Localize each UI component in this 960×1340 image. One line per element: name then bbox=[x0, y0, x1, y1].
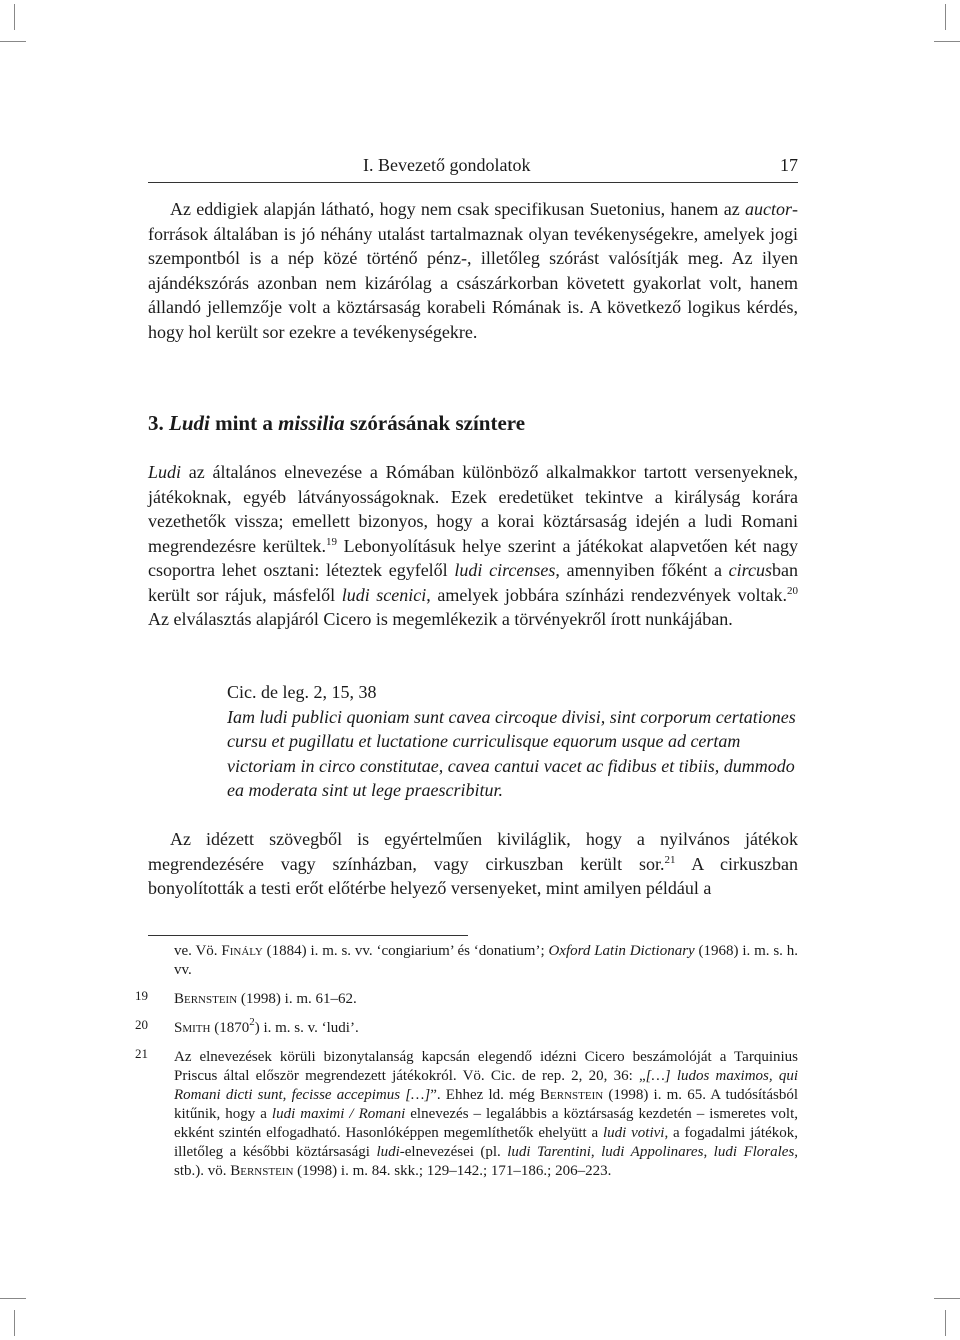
crop-mark-bottom-left-v bbox=[14, 1310, 15, 1336]
italic-term: ludi circenses bbox=[454, 560, 556, 580]
paragraph-2 bbox=[148, 460, 798, 632]
text-run: elnevezés – legalábbis a köztársaság kezdetén – ismeretes volt, ekként szintén elfogadható. Hasonlóképpen megemlíthetők ehelyütt a bbox=[174, 1106, 799, 1141]
text-run: ) i. m. s. v. ‘ludi’. bbox=[254, 1020, 359, 1036]
italic-term: ludi scenici bbox=[341, 584, 427, 605]
text-run: az általános elnevezése a Rómában különböző alkalmakkor tartott versenyeknek, játékoknak, egyéb látványosságoknak. Ezek eredetüket tekintve a királyság korára vezethetők vissza; emellett bizonyos, hogy a korai köztársaság idején a ludi Romani megrendezésre kerültek. bbox=[148, 462, 798, 556]
text-run: (1884) i. m. s. vv. ‘congiarium’ és ‘donatium’; bbox=[262, 943, 549, 959]
author-name: Bernstein bbox=[540, 1087, 604, 1103]
text-run: , bbox=[703, 1144, 714, 1160]
text-run: A cirkuszban bonyolították a testi erőt előtérbe helyező versenyeket, mint amilyen például a bbox=[148, 853, 798, 898]
text-run: , stb.). vö. bbox=[174, 1144, 799, 1179]
paragraph-3 bbox=[148, 827, 798, 901]
footnote-21 bbox=[135, 1046, 799, 1181]
quote-text: Iam ludi publici quoniam sunt cavea circoque divisi, sint corporum certationes cursu et pugillatu et luctatione curriculisque equorum usque ad certam victoriam in circo constitutae, cavea cantui vacet ac fidibus et tibiis, dummodo ea moderata sint ut lege praescribitur. bbox=[227, 706, 796, 800]
paragraph-1 bbox=[148, 197, 798, 344]
block-quote bbox=[227, 680, 802, 803]
italic-term: ludi Florales bbox=[713, 1144, 795, 1160]
italic-term: ludi bbox=[376, 1144, 400, 1160]
footnote-19 bbox=[135, 988, 798, 1009]
running-header bbox=[148, 155, 798, 181]
italic-term: ludi Tarentini bbox=[507, 1144, 591, 1160]
latin-quote: […] ludos maximos, qui Romani dicti sunt, fecisse accepimus […] bbox=[174, 1068, 798, 1103]
crop-mark-bottom-left-h bbox=[0, 1298, 26, 1299]
italic-term: auctor bbox=[745, 199, 792, 219]
crop-mark-top-right-v bbox=[945, 4, 946, 30]
text-run: , a fogadalmi játékok, illetőleg a későbbi köztársasági bbox=[174, 1125, 798, 1160]
text-run: , amennyiben főként a bbox=[555, 560, 729, 580]
heading-text: szórásának színtere bbox=[344, 411, 526, 435]
crop-mark-bottom-right-v bbox=[945, 1310, 946, 1336]
quote-reference: Cic. de leg. 2, 15, 38 bbox=[227, 682, 377, 702]
edition-superscript: 2 bbox=[249, 1016, 255, 1028]
text-run: Az eddigiek alapján látható, hogy nem csak specifikusan Suetonius, hanem az bbox=[170, 199, 745, 219]
text-run: Az elválasztás alapjáról Cicero is megemlékezik a törvényekről írott nunkájában. bbox=[148, 609, 733, 629]
chapter-title: I. Bevezető gondolatok bbox=[363, 155, 531, 175]
text-run: Lebonyolításuk helye szerint a játékokat alapvetően két nagy csoportra lehet osztani: léteztek egyfelől bbox=[148, 535, 798, 580]
heading-italic: Ludi bbox=[169, 411, 210, 435]
footnote-20 bbox=[135, 1016, 798, 1038]
footnote-ref[interactable]: 19 bbox=[326, 535, 338, 548]
author-name: Bernstein bbox=[174, 991, 238, 1007]
text-run: ”. Ehhez ld. még bbox=[430, 1087, 541, 1103]
text-run: (1998) i. m. 61–62. bbox=[237, 991, 357, 1007]
text-run: ve. Vö. bbox=[174, 943, 222, 959]
text-run: -elnevezései (pl. bbox=[399, 1144, 508, 1160]
header-rule bbox=[148, 182, 798, 183]
author-name: Bernstein bbox=[230, 1163, 294, 1179]
footnote-ref[interactable]: 21 bbox=[664, 853, 676, 866]
italic-term: circus bbox=[728, 560, 772, 580]
text-run: (1998) i. m. 65. A tudósításból kitűnik, hogy a bbox=[174, 1087, 798, 1122]
text-run: , bbox=[590, 1144, 602, 1160]
section-heading bbox=[148, 411, 525, 436]
footnotes bbox=[135, 942, 799, 1191]
text-run: ban került sor rájuk, másfelől bbox=[148, 560, 798, 605]
text-run: , amelyek jobbára színházi rendezvények voltak. bbox=[426, 584, 787, 605]
text-run: Az elnevezések körüli bizonytalanság kapcsán elegendő idézni Cicero beszámolóját a Tarquinius Priscus által először megrendezett játékokról. Vö. Cic. de rep. 2, 20, 36: „ bbox=[174, 1049, 798, 1084]
footnote-rule bbox=[148, 935, 468, 936]
italic-title: Oxford Latin Dictionary bbox=[548, 943, 695, 959]
text-run: (1968) i. m. s. h. vv. bbox=[174, 943, 798, 978]
footnote-number: 21 bbox=[135, 1046, 148, 1061]
crop-mark-bottom-right-h bbox=[934, 1298, 960, 1299]
page-number: 17 bbox=[780, 155, 798, 175]
crop-mark-top-right-h bbox=[934, 41, 960, 42]
italic-term: ludi votivi bbox=[602, 1125, 665, 1141]
text-run: Az idézett szövegből is egyértelműen kiviláglik, hogy a nyilvános játékok megrendezésére vagy színházban, vagy cirkuszban került sor. bbox=[148, 829, 798, 874]
italic-term: Ludi bbox=[148, 462, 182, 482]
heading-italic: missilia bbox=[278, 411, 345, 435]
italic-term: ludi maximi / Romani bbox=[271, 1106, 406, 1122]
footnote-number: 19 bbox=[135, 988, 148, 1003]
text-run: (1870 bbox=[210, 1020, 250, 1036]
author-name: Smith bbox=[174, 1020, 211, 1036]
crop-mark-top-left-h bbox=[0, 41, 26, 42]
crop-mark-top-left-v bbox=[14, 4, 15, 30]
text-run: -források általában is jó néhány utalást tartalmaznak olyan tevékenységekre, amelyek jogi szempontból is a nép közé történő pénz-, illetőleg szórást valósítják meg. Az ilyen ajándékszórás azonban nem kizárólag a császárkorban követett gyakorlat volt, hanem állandó jellemzője volt a köztársaság korabeli Rómának is. A következő logikus kérdés, hogy hol került sor ezekre a tevékenységekre. bbox=[148, 199, 798, 342]
section-number: 3. bbox=[148, 411, 164, 435]
heading-text: mint a bbox=[209, 411, 279, 435]
italic-term: ludi Appolinares bbox=[601, 1144, 704, 1160]
author-name: Finály bbox=[221, 943, 263, 959]
footnote-continued bbox=[148, 942, 798, 980]
footnote-ref[interactable]: 20 bbox=[786, 584, 798, 597]
text-run: (1998) i. m. 84. skk.; 129–142.; 171–186.; 206–223. bbox=[293, 1163, 612, 1179]
footnote-number: 20 bbox=[135, 1017, 148, 1032]
